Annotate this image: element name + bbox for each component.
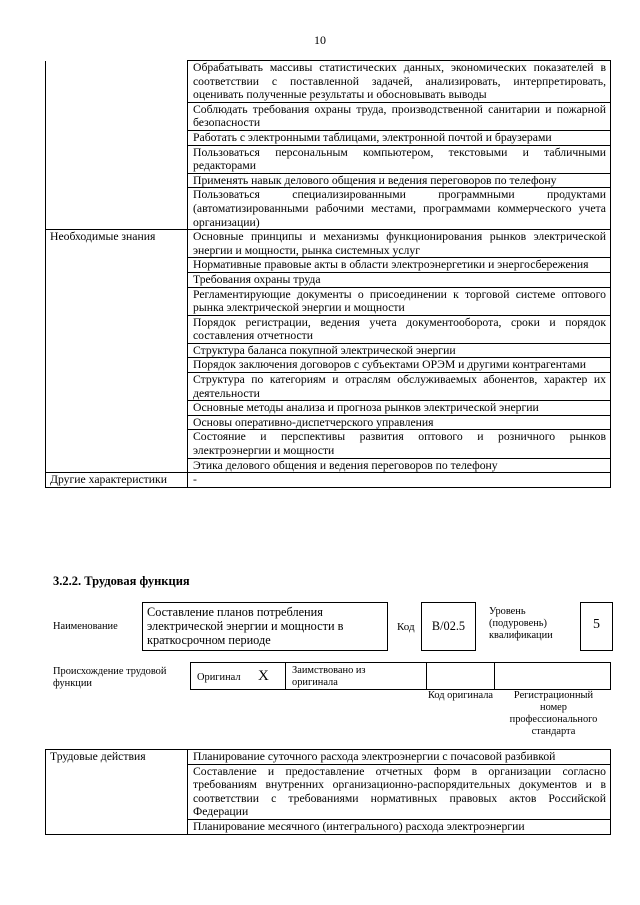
page-number: 10	[314, 33, 326, 47]
skills-table	[45, 60, 611, 488]
level-value: 5	[580, 602, 613, 651]
item-cell: -	[188, 473, 611, 488]
function-name: Составление планов потребления электрической энергии и мощности в краткосрочном периоде	[142, 602, 388, 651]
item-cell: Этика делового общения и ведения переговоров по телефону	[188, 458, 611, 473]
item-cell: Планирование суточного расхода электроэнергии с почасовой разбивкой	[188, 750, 611, 765]
code-label: Код	[397, 621, 415, 633]
item-cell: Основные методы анализа и прогноза рынков электрической энергии	[188, 401, 611, 416]
item-cell: Составление и предоставление отчетных форм в организации согласно требованиям внутренних организационно-распорядительных документов и в соответствии с требованиями нормативных правовых актов Российской Федерации	[188, 764, 611, 819]
table-row	[46, 750, 611, 765]
level-label: Уровень (подуровень) квалификации	[489, 606, 553, 641]
origin-code-cell	[426, 662, 495, 690]
original-cell	[190, 662, 286, 690]
item-cell: Регламентирующие документы о присоединении к торговой системе оптового рынка электрической энергии и мощности	[188, 287, 611, 315]
category-cell: Необходимые знания	[46, 230, 188, 473]
original-mark: X	[258, 668, 269, 684]
table-row	[46, 230, 611, 258]
reg-number-label: Регистрационный номер профессионального стандарта	[509, 690, 598, 737]
actions-table	[45, 749, 611, 835]
item-cell: Требования охраны труда	[188, 272, 611, 287]
item-cell: Порядок регистрации, ведения учета документооборота, сроки и порядок составления отчетности	[188, 315, 611, 343]
name-label: Наименование	[53, 621, 118, 632]
category-cell: Трудовые действия	[46, 750, 188, 835]
item-cell: Основы оперативно-диспетчерского управления	[188, 415, 611, 430]
item-cell: Структура по категориям и отраслям обслуживаемых абонентов, характер их деятельности	[188, 373, 611, 401]
item-cell: Основные принципы и механизмы функционирования рынков электрической энергии и мощности, рынка системных услуг	[188, 230, 611, 258]
origin-label: Происхождение трудовой функции	[53, 666, 167, 689]
origin-code-label: Код оригинала	[427, 690, 494, 701]
category-cell	[46, 61, 188, 230]
table-row	[46, 61, 611, 103]
item-cell: Нормативные правовые акты в области электроэнергетики и энергосбережения	[188, 258, 611, 273]
reg-number-cell	[494, 662, 611, 690]
borrowed-cell	[285, 662, 427, 690]
code-value: В/02.5	[421, 602, 476, 651]
table-row	[46, 473, 611, 488]
item-cell: Работать с электронными таблицами, электронной почтой и браузерами	[188, 130, 611, 145]
section-title: 3.2.2. Трудовая функция	[53, 574, 190, 588]
category-cell: Другие характеристики	[46, 473, 188, 488]
borrowed-label: Заимствовано из оригинала	[292, 665, 366, 688]
item-cell: Пользоваться специализированными программными продуктами (автоматизированными рабочими местами, программами коммерческого учета организации)	[188, 188, 611, 230]
item-cell: Применять навык делового общения и ведения переговоров по телефону	[188, 173, 611, 188]
item-cell: Соблюдать требования охраны труда, производственной санитарии и пожарной безопасности	[188, 102, 611, 130]
item-cell: Пользоваться персональным компьютером, текстовыми и табличными редакторами	[188, 145, 611, 173]
item-cell: Состояние и перспективы развития оптового и розничного рынков электроэнергии и мощности	[188, 430, 611, 458]
item-cell: Планирование месячного (интегрального) расхода электроэнергии	[188, 819, 611, 834]
item-cell: Структура баланса покупной электрической энергии	[188, 343, 611, 358]
item-cell: Обрабатывать массивы статистических данных, экономических показателей в соответствии с поставленной задачей, анализировать, интерпретировать, оценивать полученные результаты и обосновывать выводы	[188, 61, 611, 103]
original-label: Оригинал	[197, 672, 241, 683]
item-cell: Порядок заключения договоров с субъектами ОРЭМ и другими контрагентами	[188, 358, 611, 373]
